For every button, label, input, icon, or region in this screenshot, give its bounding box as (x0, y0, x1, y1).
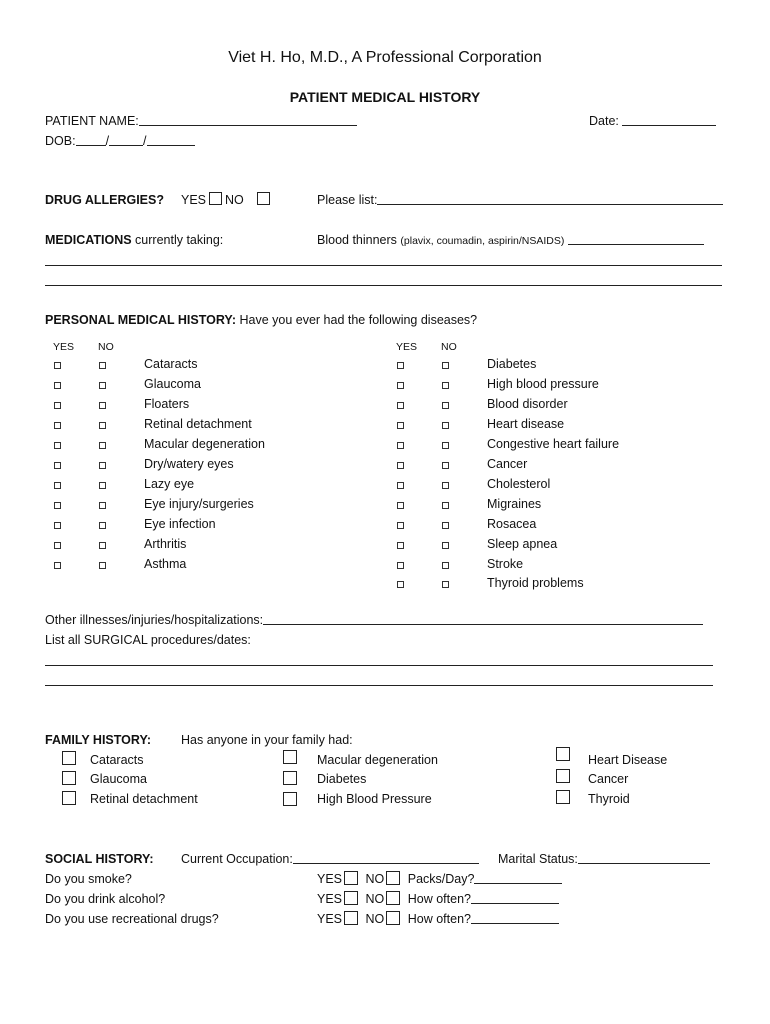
personal-left-yes-checkbox[interactable] (54, 482, 61, 489)
personal-left-no-checkbox[interactable] (99, 522, 106, 529)
personal-left-no-checkbox[interactable] (99, 562, 106, 569)
family-item-label: Cataracts (90, 753, 144, 767)
surgical-line-1[interactable] (45, 665, 713, 666)
blood-thinners-detail: (plavix, coumadin, aspirin/NSAIDS) (400, 235, 565, 247)
allergies-yes-checkbox[interactable] (209, 192, 222, 205)
form-title: PATIENT MEDICAL HISTORY (289, 89, 481, 105)
disease-label: Thyroid problems (487, 576, 584, 591)
marital-status-row (498, 851, 710, 867)
family-item-label: Diabetes (317, 772, 367, 786)
disease-label: Cataracts (144, 357, 198, 371)
smoke-no-checkbox[interactable] (386, 871, 400, 885)
personal-right-yes-checkbox[interactable] (397, 362, 404, 369)
no-label: NO (365, 912, 385, 926)
family-cataracts-checkbox[interactable] (62, 751, 76, 765)
surgical-line-2[interactable] (45, 685, 713, 686)
alcohol-answers (317, 891, 559, 907)
personal-right-no-checkbox[interactable] (442, 482, 449, 489)
personal-right-yes-checkbox[interactable] (397, 422, 404, 429)
personal-right-yes-checkbox[interactable] (397, 402, 404, 409)
disease-label: Floaters (144, 396, 190, 411)
family-history-label: FAMILY HISTORY: (45, 733, 152, 747)
personal-right-no-checkbox[interactable] (442, 522, 449, 529)
blood-thinners-field[interactable] (568, 232, 704, 245)
other-illnesses-label: Other illnesses/injuries/hospitalizations: (45, 613, 264, 627)
medications-line-1[interactable] (45, 265, 722, 266)
personal-left-no-checkbox[interactable] (99, 402, 106, 409)
disease-label: Cholesterol (487, 476, 551, 491)
practice-name: Viet H. Ho, M.D., A Professional Corporation (228, 49, 542, 66)
personal-left-no-checkbox[interactable] (99, 482, 106, 489)
family-high-blood-pressure-checkbox[interactable] (283, 792, 297, 806)
personal-left-yes-checkbox[interactable] (54, 362, 61, 369)
alcohol-yes-checkbox[interactable] (344, 891, 358, 905)
personal-left-yes-checkbox[interactable] (54, 402, 61, 409)
occupation-label: Current Occupation: (181, 852, 293, 866)
no-label: NO (365, 892, 385, 906)
how-often-label: How often? (407, 912, 471, 926)
dob-row (45, 133, 195, 149)
personal-right-yes-checkbox[interactable] (397, 442, 404, 449)
dob-separator: / (105, 134, 110, 148)
drugs-no-checkbox[interactable] (386, 911, 400, 925)
marital-status-label: Marital Status: (498, 852, 578, 866)
smoke-question: Do you smoke? (45, 872, 132, 886)
personal-left-no-checkbox[interactable] (99, 382, 106, 389)
disease-label: Blood disorder (487, 396, 568, 411)
allergies-list-row (317, 192, 723, 208)
drugs-frequency-field[interactable] (471, 911, 559, 924)
medications-label: MEDICATIONS (45, 233, 132, 247)
date-row (589, 113, 716, 129)
marital-status-field[interactable] (578, 851, 710, 864)
personal-left-no-checkbox[interactable] (99, 422, 106, 429)
personal-right-yes-checkbox[interactable] (397, 502, 404, 509)
personal-right-yes-checkbox[interactable] (397, 581, 404, 588)
personal-right-yes-checkbox[interactable] (397, 562, 404, 569)
disease-label: Migraines (487, 496, 542, 511)
no-column-header: NO (98, 341, 114, 353)
personal-left-no-checkbox[interactable] (99, 502, 106, 509)
personal-right-yes-checkbox[interactable] (397, 542, 404, 549)
personal-left-yes-checkbox[interactable] (54, 382, 61, 389)
patient-name-label: PATIENT NAME: (45, 114, 139, 128)
disease-label: Eye infection (144, 516, 216, 531)
patient-name-field[interactable] (139, 113, 357, 126)
disease-label: Eye injury/surgeries (144, 496, 254, 511)
alcohol-frequency-field[interactable] (471, 891, 559, 904)
disease-label: Rosacea (487, 516, 537, 531)
social-history-label: SOCIAL HISTORY: (45, 852, 154, 866)
medications-line-2[interactable] (45, 285, 722, 286)
packs-per-day-label: Packs/Day? (407, 872, 475, 886)
dob-month-field[interactable] (76, 133, 106, 146)
dob-day-field[interactable] (109, 133, 143, 146)
family-diabetes-checkbox[interactable] (283, 771, 297, 785)
disease-label: Lazy eye (144, 476, 195, 491)
occupation-field[interactable] (293, 851, 479, 864)
family-history-question: Has anyone in your family had: (181, 733, 353, 747)
personal-left-yes-checkbox[interactable] (54, 462, 61, 469)
personal-history-label: PERSONAL MEDICAL HISTORY: (45, 313, 236, 327)
personal-right-yes-checkbox[interactable] (397, 522, 404, 529)
disease-label: Congestive heart failure (487, 436, 620, 451)
yes-label: YES (317, 912, 343, 926)
disease-label: Cancer (487, 456, 528, 471)
personal-right-no-checkbox[interactable] (442, 542, 449, 549)
disease-label: Stroke (487, 556, 524, 571)
family-glaucoma-checkbox[interactable] (62, 771, 76, 785)
personal-right-no-checkbox[interactable] (442, 462, 449, 469)
disease-label: Asthma (144, 556, 187, 571)
allergies-no-checkbox[interactable] (257, 192, 270, 205)
personal-right-yes-checkbox[interactable] (397, 482, 404, 489)
family-macular-degeneration-checkbox[interactable] (283, 750, 297, 764)
dob-label: DOB: (45, 134, 76, 148)
family-item-label: Retinal detachment (90, 792, 198, 806)
family-item-label: Heart Disease (588, 753, 668, 767)
smoke-answers (317, 871, 562, 887)
disease-label: Retinal detachment (144, 416, 252, 431)
drugs-yes-checkbox[interactable] (344, 911, 358, 925)
personal-right-no-checkbox[interactable] (442, 422, 449, 429)
alcohol-question: Do you drink alcohol? (45, 892, 166, 906)
please-list-label: Please list: (317, 193, 378, 207)
no-label: NO (225, 193, 244, 207)
personal-right-no-checkbox[interactable] (442, 562, 449, 569)
disease-label: Heart disease (487, 416, 565, 431)
disease-label: High blood pressure (487, 376, 599, 391)
blood-thinners-label: Blood thinners (317, 233, 397, 247)
family-item-label: Macular degeneration (317, 753, 438, 767)
packs-per-day-field[interactable] (474, 871, 562, 884)
personal-right-yes-checkbox[interactable] (397, 382, 404, 389)
medications-row (45, 232, 223, 248)
yes-column-header: YES (53, 341, 75, 353)
personal-left-no-checkbox[interactable] (99, 462, 106, 469)
yes-column-header: YES (396, 341, 418, 353)
other-illnesses-row (45, 612, 703, 628)
disease-label: Dry/watery eyes (144, 456, 234, 471)
personal-right-no-checkbox[interactable] (442, 442, 449, 449)
drugs-answers (317, 911, 559, 927)
family-item-label: Glaucoma (90, 772, 147, 786)
dob-separator: / (143, 134, 147, 148)
personal-right-no-checkbox[interactable] (442, 362, 449, 369)
personal-left-yes-checkbox[interactable] (54, 542, 61, 549)
alcohol-no-checkbox[interactable] (386, 891, 400, 905)
personal-left-yes-checkbox[interactable] (54, 562, 61, 569)
personal-history-heading (45, 312, 477, 328)
personal-right-yes-checkbox[interactable] (397, 462, 404, 469)
disease-label: Diabetes (487, 357, 537, 371)
date-label: Date: (589, 114, 619, 128)
personal-left-yes-checkbox[interactable] (54, 442, 61, 449)
personal-right-no-checkbox[interactable] (442, 502, 449, 509)
personal-right-no-checkbox[interactable] (442, 382, 449, 389)
family-thyroid-checkbox[interactable] (556, 790, 570, 804)
yes-label: YES (181, 193, 207, 207)
personal-left-no-checkbox[interactable] (99, 442, 106, 449)
personal-right-no-checkbox[interactable] (442, 402, 449, 409)
personal-history-question: Have you ever had the following diseases? (239, 313, 478, 327)
personal-left-yes-checkbox[interactable] (54, 502, 61, 509)
disease-label: Glaucoma (144, 376, 201, 391)
yes-label: YES (317, 872, 343, 886)
no-column-header: NO (441, 341, 457, 353)
family-item-label: High Blood Pressure (317, 792, 432, 806)
smoke-yes-checkbox[interactable] (344, 871, 358, 885)
disease-label: Arthritis (144, 536, 187, 551)
patient-name-row (45, 113, 357, 129)
personal-left-yes-checkbox[interactable] (54, 422, 61, 429)
personal-right-no-checkbox[interactable] (442, 581, 449, 588)
drug-allergies-label: DRUG ALLERGIES? (45, 193, 164, 207)
family-item-label: Cancer (588, 772, 629, 786)
surgical-procedures-label: List all SURGICAL procedures/dates: (45, 633, 251, 647)
medications-suffix: currently taking: (131, 233, 224, 247)
personal-left-no-checkbox[interactable] (99, 542, 106, 549)
disease-label: Macular degeneration (144, 436, 265, 451)
family-heart-disease-checkbox[interactable] (556, 747, 570, 761)
drug-allergies-options (181, 192, 273, 208)
family-retinal-detachment-checkbox[interactable] (62, 791, 76, 805)
drugs-question: Do you use recreational drugs? (45, 912, 219, 926)
dob-year-field[interactable] (147, 133, 195, 146)
how-often-label: How often? (407, 892, 471, 906)
family-cancer-checkbox[interactable] (556, 769, 570, 783)
no-label: NO (365, 872, 385, 886)
personal-left-no-checkbox[interactable] (99, 362, 106, 369)
occupation-row (181, 851, 479, 867)
yes-label: YES (317, 892, 343, 906)
allergies-list-field[interactable] (377, 192, 723, 205)
personal-left-yes-checkbox[interactable] (54, 522, 61, 529)
blood-thinners-row (317, 232, 704, 249)
other-illnesses-field[interactable] (263, 612, 703, 625)
date-field[interactable] (622, 113, 716, 126)
disease-label: Sleep apnea (487, 536, 558, 551)
family-item-label: Thyroid (588, 792, 630, 806)
